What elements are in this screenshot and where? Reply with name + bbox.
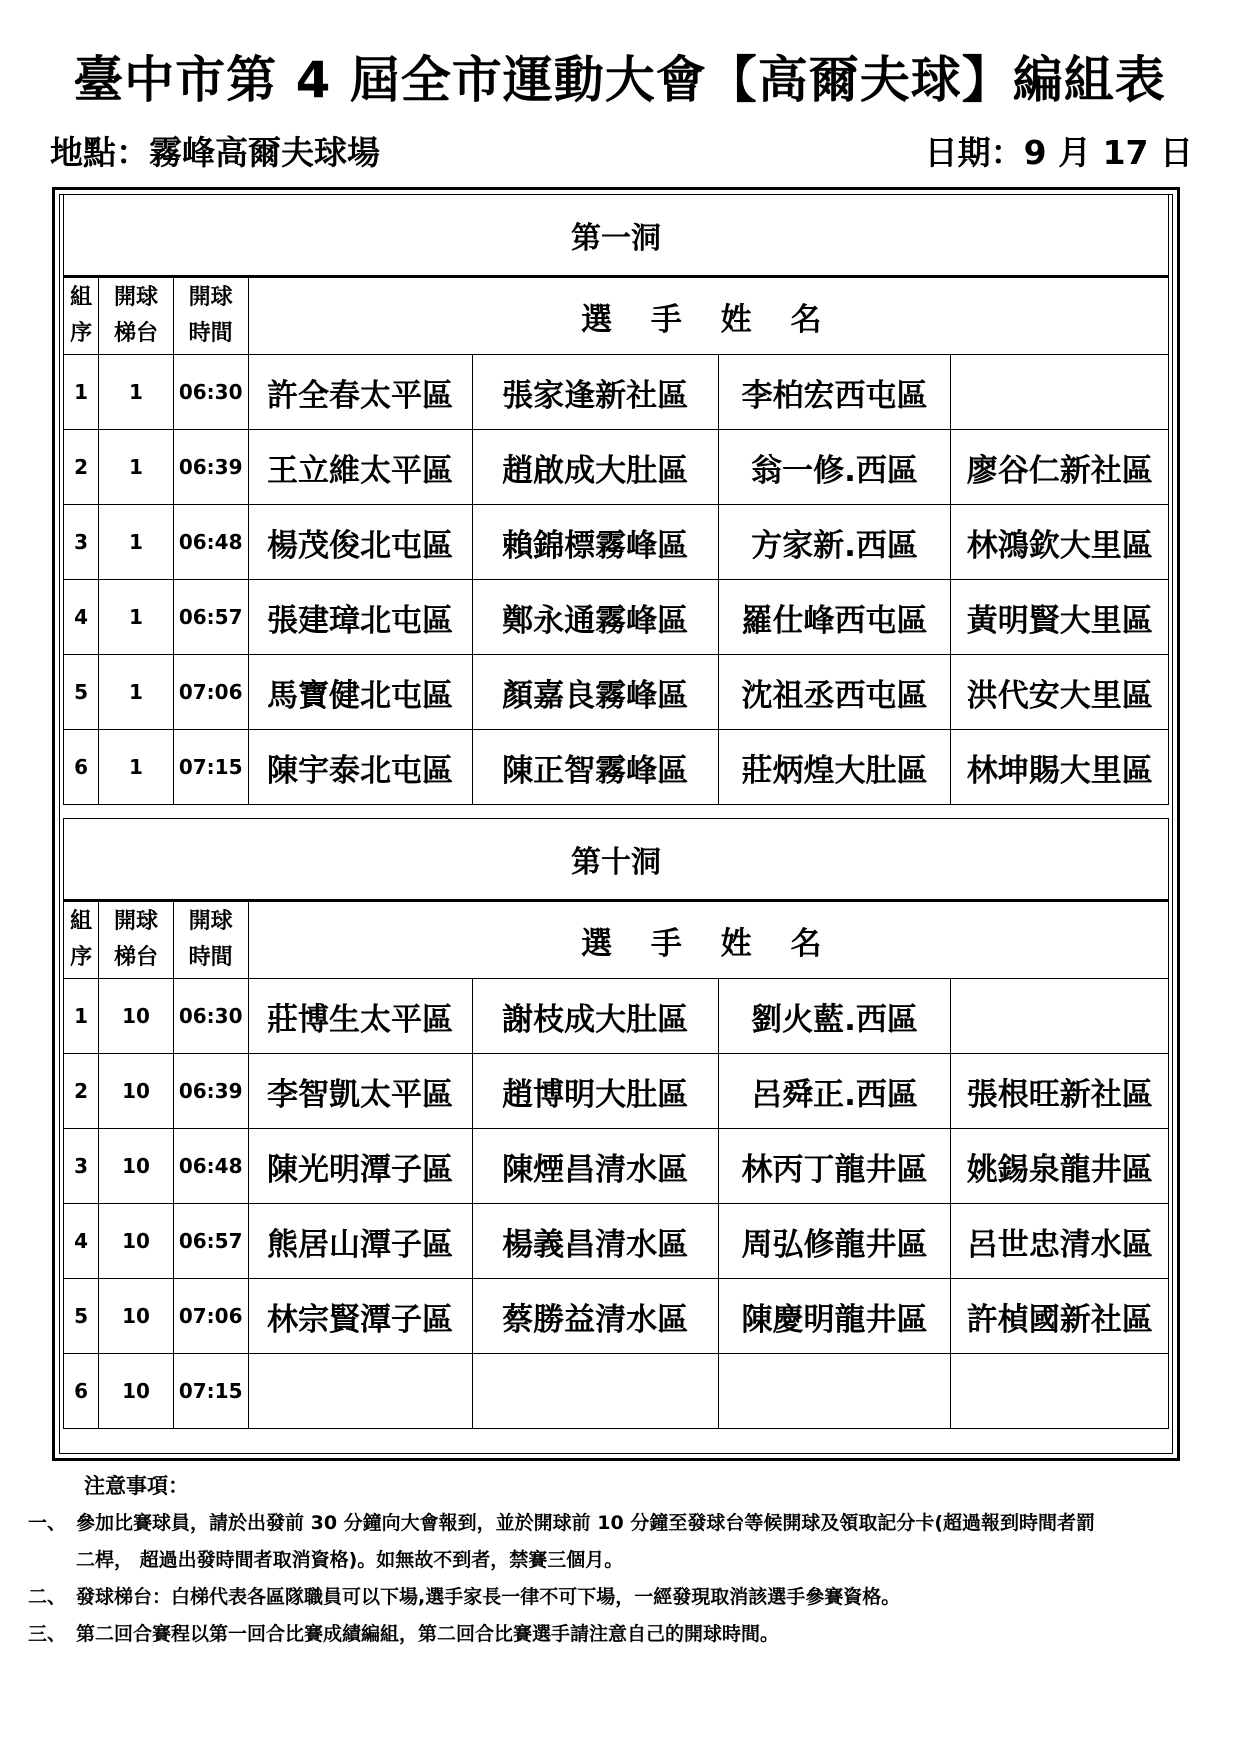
player-names-header: 選 手 姓 名 — [248, 277, 1168, 355]
player-cell: 羅仕峰西屯區 — [718, 580, 951, 655]
player-cell — [951, 979, 1169, 1054]
player-cell: 楊義昌清水區 — [472, 1204, 718, 1279]
tee-time: 06:39 — [173, 430, 248, 505]
group-number: 3 — [64, 1129, 99, 1204]
note-text: 參加比賽球員，請於出發前 30 分鐘向大會報到，並於開球前 10 分鐘至發球台等候開球及領取記分卡(超過報到時間者罰 — [76, 1512, 1096, 1534]
player-cell: 林丙丁龍井區 — [718, 1129, 951, 1204]
group-header-line: 序 — [70, 321, 93, 346]
player-cell — [718, 1354, 951, 1429]
player-cell: 陳正智霧峰區 — [472, 730, 718, 805]
player-cell — [951, 1354, 1169, 1429]
player-cell: 馬寶健北屯區 — [248, 655, 472, 730]
tee-time: 06:30 — [173, 979, 248, 1054]
tee-header-line: 梯台 — [113, 321, 158, 346]
player-cell: 張建璋北屯區 — [248, 580, 472, 655]
group-number: 3 — [64, 505, 99, 580]
player-cell: 張根旺新社區 — [951, 1054, 1169, 1129]
group-number: 2 — [64, 430, 99, 505]
tee-number: 1 — [99, 655, 174, 730]
table-row — [64, 580, 1169, 655]
time-header — [173, 277, 248, 355]
tee-number: 10 — [99, 1204, 174, 1279]
group-header-line: 組 — [70, 909, 93, 934]
tee-time: 06:57 — [173, 580, 248, 655]
player-cell: 林坤賜大里區 — [951, 730, 1169, 805]
player-cell: 熊居山潭子區 — [248, 1204, 472, 1279]
date-text: 日期：9 月 17 日 — [924, 133, 1193, 172]
player-names-header: 選 手 姓 名 — [248, 901, 1168, 979]
player-cell: 張家逢新社區 — [472, 355, 718, 430]
table-row — [64, 1279, 1169, 1354]
note-label: 二、 — [28, 1586, 67, 1608]
group-number: 5 — [64, 1279, 99, 1354]
tee-number: 10 — [99, 1054, 174, 1129]
player-cell: 李智凱太平區 — [248, 1054, 472, 1129]
time-header-line: 開球 — [188, 285, 233, 310]
player-cell: 廖谷仁新社區 — [951, 430, 1169, 505]
tee-header — [99, 277, 174, 355]
group-header-line: 組 — [70, 285, 93, 310]
notes-heading: 注意事項： — [84, 1474, 189, 1498]
hole-1-table — [63, 194, 1169, 805]
note-continuation: 二桿， 超過出發時間者取消資格)。如無故不到者，禁賽三個月。 — [76, 1549, 624, 1571]
tee-header-line: 梯台 — [113, 945, 158, 970]
tee-time: 07:06 — [173, 1279, 248, 1354]
player-cell: 劉火藍.西區 — [718, 979, 951, 1054]
player-cell: 呂世忠清水區 — [951, 1204, 1169, 1279]
table-row — [64, 979, 1169, 1054]
group-number: 4 — [64, 580, 99, 655]
note-label: 三、 — [28, 1623, 67, 1645]
group-number: 6 — [64, 1354, 99, 1429]
note-item — [28, 1616, 1218, 1653]
player-cell: 蔡勝益清水區 — [472, 1279, 718, 1354]
tee-header-line: 開球 — [113, 909, 158, 934]
player-cell: 許全春太平區 — [248, 355, 472, 430]
group-number: 6 — [64, 730, 99, 805]
tee-time: 06:48 — [173, 505, 248, 580]
player-cell: 陳慶明龍井區 — [718, 1279, 951, 1354]
player-cell: 翁一修.西區 — [718, 430, 951, 505]
tee-number: 10 — [99, 979, 174, 1054]
player-cell — [472, 1354, 718, 1429]
tee-time: 07:15 — [173, 730, 248, 805]
hole-10-table — [63, 818, 1169, 1429]
player-cell: 陳宇泰北屯區 — [248, 730, 472, 805]
player-cell — [951, 355, 1169, 430]
player-cell: 楊茂俊北屯區 — [248, 505, 472, 580]
tee-time: 07:06 — [173, 655, 248, 730]
player-cell: 周弘修龍井區 — [718, 1204, 951, 1279]
player-cell: 賴錦標霧峰區 — [472, 505, 718, 580]
player-cell: 顏嘉良霧峰區 — [472, 655, 718, 730]
table-row — [64, 730, 1169, 805]
player-cell: 沈祖丞西屯區 — [718, 655, 951, 730]
tee-time: 07:15 — [173, 1354, 248, 1429]
hole-title: 第十洞 — [64, 819, 1169, 901]
player-cell: 鄭永通霧峰區 — [472, 580, 718, 655]
tee-number: 1 — [99, 355, 174, 430]
table-row — [64, 655, 1169, 730]
time-header — [173, 901, 248, 979]
tee-number: 10 — [99, 1279, 174, 1354]
group-number: 4 — [64, 1204, 99, 1279]
player-cell: 黃明賢大里區 — [951, 580, 1169, 655]
player-cell: 林宗賢潭子區 — [248, 1279, 472, 1354]
player-cell — [248, 1354, 472, 1429]
table-row — [64, 1129, 1169, 1204]
tee-time: 06:39 — [173, 1054, 248, 1129]
player-cell: 林鴻欽大里區 — [951, 505, 1169, 580]
group-header-line: 序 — [70, 945, 93, 970]
notes-section — [28, 1468, 1218, 1653]
player-cell: 陳光明潭子區 — [248, 1129, 472, 1204]
player-cell: 王立維太平區 — [248, 430, 472, 505]
tee-time: 06:30 — [173, 355, 248, 430]
hole-title: 第一洞 — [64, 195, 1169, 277]
table-row — [64, 1054, 1169, 1129]
subtitle-line — [50, 127, 1193, 173]
note-text: 發球梯台：白梯代表各區隊職員可以下場,選手家長一律不可下場，一經發現取消該選手參賽資格。 — [76, 1586, 901, 1608]
player-cell: 莊博生太平區 — [248, 979, 472, 1054]
player-cell: 呂舜正.西區 — [718, 1054, 951, 1129]
player-cell: 趙啟成大肚區 — [472, 430, 718, 505]
tee-header — [99, 901, 174, 979]
group-number: 1 — [64, 355, 99, 430]
table-row — [64, 355, 1169, 430]
player-cell: 陳煙昌清水區 — [472, 1129, 718, 1204]
tee-number: 1 — [99, 580, 174, 655]
player-cell: 莊炳煌大肚區 — [718, 730, 951, 805]
player-cell: 許楨國新社區 — [951, 1279, 1169, 1354]
time-header-line: 時間 — [188, 321, 233, 346]
page-title: 臺中市第 4 屆全市運動大會【高爾夫球】編組表 — [73, 51, 1166, 109]
player-cell: 李柏宏西屯區 — [718, 355, 951, 430]
player-cell: 方家新.西區 — [718, 505, 951, 580]
tee-number: 1 — [99, 505, 174, 580]
tee-number: 1 — [99, 430, 174, 505]
time-header-line: 開球 — [188, 909, 233, 934]
player-cell: 趙博明大肚區 — [472, 1054, 718, 1129]
table-row — [64, 430, 1169, 505]
schedule-frame — [52, 187, 1180, 1461]
player-cell: 姚錫泉龍井區 — [951, 1129, 1169, 1204]
time-header-line: 時間 — [188, 945, 233, 970]
tee-number: 1 — [99, 730, 174, 805]
table-row — [64, 1354, 1169, 1429]
location-text: 地點：霧峰高爾夫球場 — [50, 133, 380, 172]
table-row — [64, 1204, 1169, 1279]
tee-header-line: 開球 — [113, 285, 158, 310]
note-item — [28, 1505, 1218, 1542]
note-label: 一、 — [28, 1512, 67, 1534]
group-number: 5 — [64, 655, 99, 730]
player-cell: 洪代安大里區 — [951, 655, 1169, 730]
note-text: 第二回合賽程以第一回合比賽成績編組，第二回合比賽選手請注意自己的開球時間。 — [76, 1623, 780, 1645]
note-item — [28, 1579, 1218, 1616]
group-number: 2 — [64, 1054, 99, 1129]
tee-number: 10 — [99, 1354, 174, 1429]
tee-time: 06:48 — [173, 1129, 248, 1204]
table-row — [64, 505, 1169, 580]
group-header — [64, 901, 99, 979]
group-header — [64, 277, 99, 355]
player-cell: 謝枝成大肚區 — [472, 979, 718, 1054]
group-number: 1 — [64, 979, 99, 1054]
tee-number: 10 — [99, 1129, 174, 1204]
tee-time: 06:57 — [173, 1204, 248, 1279]
